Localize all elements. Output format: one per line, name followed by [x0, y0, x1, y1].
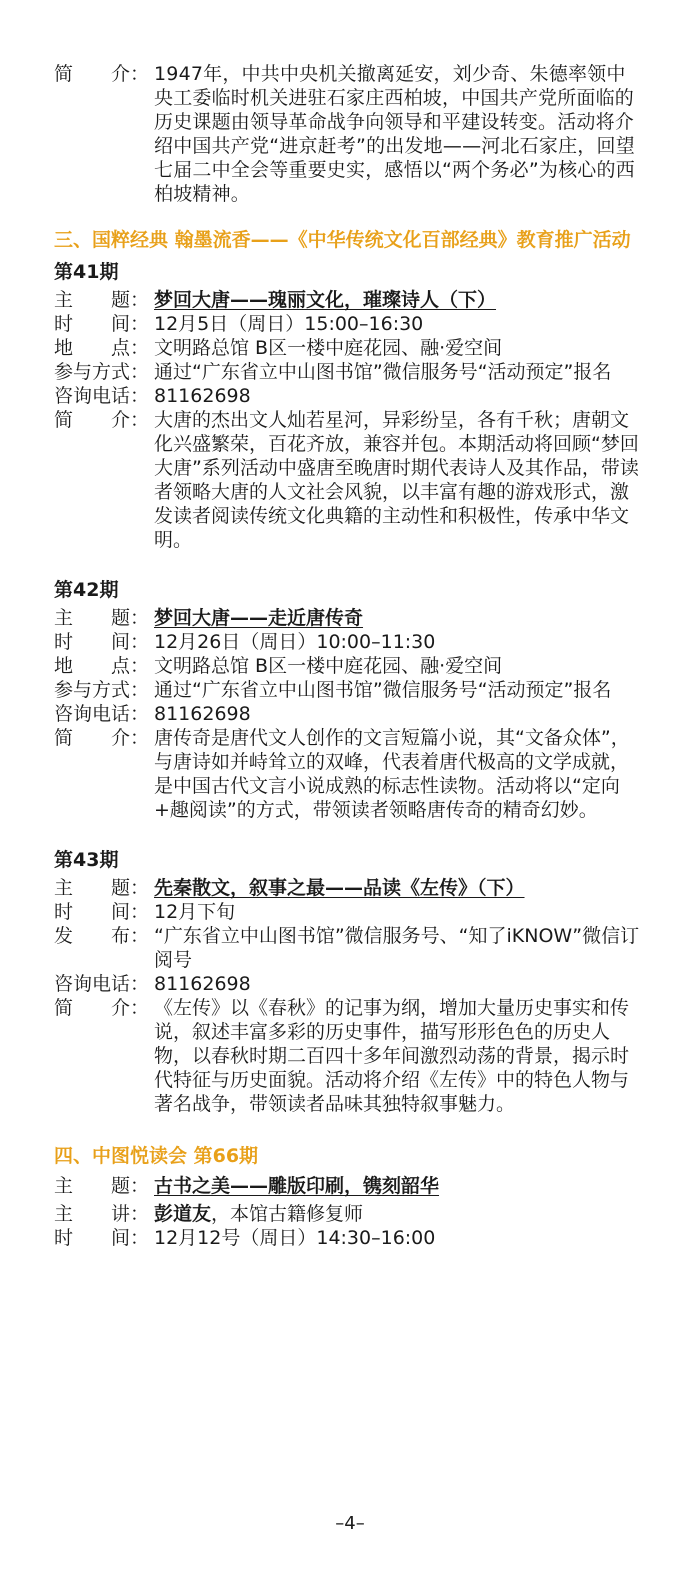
topic-row-66: [54, 1174, 644, 1198]
intro-row-41: [54, 408, 644, 552]
topic-label: 主 题：: [54, 607, 150, 629]
join-label: 参与方式：: [54, 361, 150, 383]
speaker-value: [154, 1202, 644, 1226]
publish-row-43: [54, 924, 644, 972]
topic-row-43: [54, 876, 644, 900]
phone-label: 咨询电话：: [54, 973, 150, 995]
section-title-4: 四、中图悦读会 第66期: [54, 1145, 259, 1167]
place-value-42: 文明路总馆 B区一楼中庭花园、融·爱空间: [154, 655, 503, 677]
time-value-43: 12月下旬: [154, 901, 236, 923]
time-row-41: [54, 312, 644, 336]
time-label: 时 间：: [54, 313, 150, 335]
issue-heading-42: 第42期: [54, 579, 119, 601]
publish-label: 发 布：: [54, 925, 150, 947]
phone-label: 咨询电话：: [54, 703, 150, 725]
time-label: 时 间：: [54, 631, 150, 653]
place-row-42: [54, 654, 644, 678]
join-value-42: 通过“广东省立中山图书馆”微信服务号“活动预定”报名: [154, 679, 612, 701]
time-value-66: 12月12号（周日）14:30–16:00: [154, 1227, 436, 1249]
intro-text-43: 《左传》以《春秋》的记事为纲，增加大量历史事实和传说，叙述丰富多彩的历史事件，描写形形色色的历史人物，以春秋时期二百四十多年间激烈动荡的背景，揭示时代特征与历史面貌。活动将介绍《左传》中的特色人物与著名战争，带领读者品味其独特叙事魅力。: [154, 997, 630, 1115]
intro-label: 简 介：: [54, 997, 150, 1019]
time-value-42: 12月26日（周日）10:00–11:30: [154, 631, 436, 653]
intro-row-43: [54, 996, 644, 1116]
time-row-66: [54, 1226, 644, 1250]
intro-text-42: 唐传奇是唐代文人创作的文言短篇小说，其“文备众体”，与唐诗如并峙耸立的双峰，代表着唐代极高的文学成就，是中国古代文言小说成熟的标志性读物。活动将以“定向+趣阅读”的方式，带领读者领略唐传奇的精奇幻妙。: [154, 727, 630, 821]
speaker-name: 彭道友: [154, 1203, 212, 1225]
topic-label: 主 题：: [54, 877, 150, 899]
phone-value-41: 81162698: [154, 385, 251, 407]
issue-heading-41: 第41期: [54, 261, 119, 283]
phone-row-42: [54, 702, 644, 726]
join-value-41: 通过“广东省立中山图书馆”微信服务号“活动预定”报名: [154, 361, 612, 383]
topic-row-42: [54, 606, 644, 630]
place-row-41: [54, 336, 644, 360]
topic-title-42: 梦回大唐——走近唐传奇: [154, 607, 364, 629]
speaker-row-66: [54, 1202, 644, 1226]
place-label: 地 点：: [54, 337, 150, 359]
publish-value-43: “广东省立中山图书馆”微信服务号、“知了iKNOW”微信订阅号: [154, 925, 640, 971]
issue-heading-43: 第43期: [54, 849, 119, 871]
time-label: 时 间：: [54, 901, 150, 923]
document-page: [54, 62, 644, 1250]
topic-label: 主 题：: [54, 289, 150, 311]
topic-title-66: 古书之美——雕版印刷，镌刻韶华: [154, 1175, 440, 1197]
intro-row: [54, 62, 644, 206]
speaker-description: ，本馆古籍修复师: [211, 1203, 364, 1225]
topic-row-41: [54, 288, 644, 312]
intro-text: 1947年，中共中央机关撤离延安，刘少奇、朱德率领中央工委临时机关进驻石家庄西柏坡，中国共产党所面临的历史课题由领导革命战争向领导和平建设转变。活动将介绍中国共产党“进京赶考”的出发地——河北石家庄，回望七届二中全会等重要史实，感悟以“两个务必”为核心的西柏坡精神。: [154, 63, 635, 205]
topic-label: 主 题：: [54, 1175, 150, 1197]
phone-value-42: 81162698: [154, 703, 251, 725]
place-value-41: 文明路总馆 B区一楼中庭花园、融·爱空间: [154, 337, 503, 359]
join-row-42: [54, 678, 644, 702]
topic-title-41: 梦回大唐——瑰丽文化，璀璨诗人（下）: [154, 289, 497, 311]
time-row-42: [54, 630, 644, 654]
intro-text-41: 大唐的杰出文人灿若星河，异彩纷呈，各有千秋；唐朝文化兴盛繁荣，百花齐放，兼容并包。本期活动将回顾“梦回大唐”系列活动中盛唐至晚唐时期代表诗人及其作品，带读者领略大唐的人文社会风貌，以丰富有趣的游戏形式，激发读者阅读传统文化典籍的主动性和积极性，传承中华文明。: [154, 409, 639, 551]
place-label: 地 点：: [54, 655, 150, 677]
intro-row-42: [54, 726, 644, 822]
phone-label: 咨询电话：: [54, 385, 150, 407]
speaker-label: 主 讲：: [54, 1203, 150, 1225]
intro-label: 简 介：: [54, 727, 150, 749]
phone-value-43: 81162698: [154, 973, 251, 995]
page-number: –4–: [335, 1513, 365, 1534]
phone-row-41: [54, 384, 644, 408]
join-label: 参与方式：: [54, 679, 150, 701]
phone-row-43: [54, 972, 644, 996]
time-label: 时 间：: [54, 1227, 150, 1249]
time-value-41: 12月5日（周日）15:00–16:30: [154, 313, 424, 335]
section-title-3: 三、国粹经典 翰墨流香——《中华传统文化百部经典》教育推广活动: [54, 229, 631, 251]
intro-label: 简 介：: [54, 409, 150, 431]
topic-title-43: 先秦散文，叙事之最——品读《左传》（下）: [154, 877, 525, 899]
join-row-41: [54, 360, 644, 384]
time-row-43: [54, 900, 644, 924]
intro-label: 简 介：: [54, 63, 150, 85]
